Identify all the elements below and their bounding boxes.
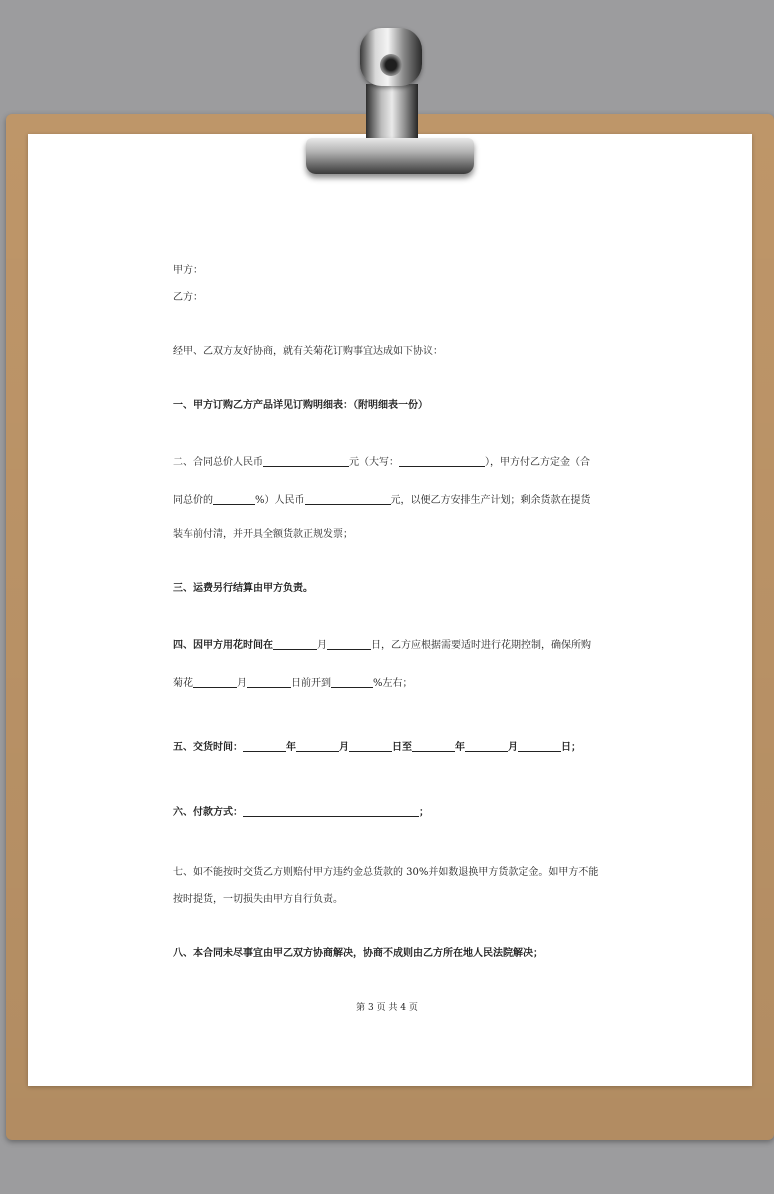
clause-2-line-3: 装车前付清，并开具全额货款正规发票； — [173, 529, 353, 540]
clause-2-text: 同总价的 — [173, 495, 213, 506]
clip-rivet-icon — [380, 54, 402, 76]
end-day-blank — [518, 741, 561, 752]
use-month-blank — [273, 639, 317, 650]
clause-4-text: 四、因甲方用花时间在 — [173, 640, 273, 651]
end-year-blank — [412, 741, 455, 752]
clause-4-text: 菊花 — [173, 678, 193, 689]
document-page — [28, 134, 752, 1086]
clause-5 — [173, 741, 581, 755]
page-number: 第 3 页 共 4 页 — [356, 1003, 418, 1013]
clause-8: 八、本合同未尽事宜由甲乙双方协商解决，协商不成则由乙方所在地人民法院解决； — [173, 948, 543, 959]
amount-in-words-blank — [399, 456, 485, 467]
clause-6-end: ； — [419, 807, 429, 818]
clause-1: 一、甲方订购乙方产品详见订购明细表：（附明细表一份） — [173, 400, 428, 411]
total-amount-blank — [263, 456, 349, 467]
day-to-label: 日至 — [392, 742, 412, 753]
start-month-blank — [296, 741, 339, 752]
clause-6-label: 六、付款方式： — [173, 807, 243, 818]
bloom-month-blank — [193, 677, 237, 688]
month-label: 月 — [339, 742, 349, 753]
deposit-amount-blank — [305, 494, 391, 505]
day-label: 日； — [561, 742, 581, 753]
clause-4-text: 月 — [317, 640, 327, 651]
party-a-label: 甲方： — [173, 265, 203, 276]
clause-4-line-1 — [173, 639, 591, 653]
intro-text: 经甲、乙双方友好协商，就有关菊花订购事宜达成如下协议： — [173, 346, 443, 357]
party-b-label: 乙方： — [173, 292, 203, 303]
use-day-blank — [327, 639, 371, 650]
clause-3: 三、运费另行结算由甲方负责。 — [173, 583, 313, 594]
clause-4-text: 日，乙方应根据需要适时进行花期控制，确保所购 — [371, 640, 591, 651]
deposit-percent-blank — [213, 494, 255, 505]
clause-5-label: 五、交货时间： — [173, 742, 243, 753]
clause-2-text: %）人民币 — [255, 495, 305, 506]
year-label: 年 — [455, 742, 465, 753]
payment-method-blank — [243, 806, 419, 817]
clause-7-line-1: 七、如不能按时交货乙方则赔付甲方违约金总货款的 30%并如数退换甲方货款定金。如甲方不能 — [173, 867, 599, 878]
bloom-day-blank — [247, 677, 291, 688]
clause-4-text: 日前开到 — [291, 678, 331, 689]
year-label: 年 — [286, 742, 296, 753]
clause-2-text: ），甲方付乙方定金（合 — [485, 457, 590, 468]
clip-bar — [306, 138, 474, 174]
clause-2-line-1 — [173, 456, 590, 470]
clause-6 — [173, 806, 429, 820]
clause-4-text: 月 — [237, 678, 247, 689]
start-day-blank — [349, 741, 392, 752]
clause-4-line-2 — [173, 677, 413, 691]
month-label: 月 — [508, 742, 518, 753]
clause-2-text: 元，以便乙方安排生产计划；剩余货款在提货 — [390, 495, 591, 506]
clause-2-line-2 — [173, 494, 591, 508]
clause-2-text: 二、合同总价人民币 — [173, 457, 263, 468]
clause-4-text: %左右； — [373, 678, 413, 689]
clause-2-text: 元（大写： — [349, 457, 399, 468]
clause-7-line-2: 按时提货，一切损失由甲方自行负责。 — [173, 894, 343, 905]
end-month-blank — [465, 741, 508, 752]
start-year-blank — [243, 741, 286, 752]
clip-neck — [366, 84, 418, 144]
bloom-percent-blank — [331, 677, 373, 688]
